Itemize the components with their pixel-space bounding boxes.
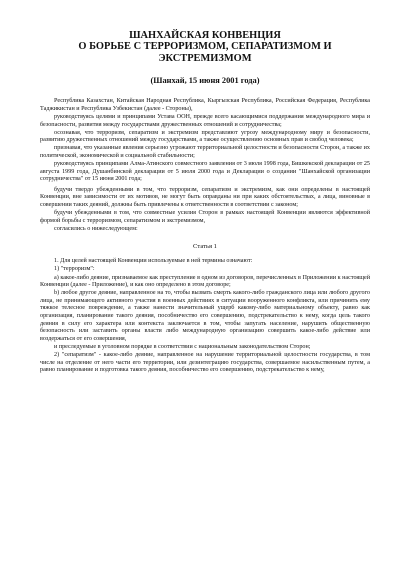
preamble-paragraph: будучи твердо убежденными в том, что терроризм, сепаратизм и экстремизм, как они определены в настоящей Конвенции, вне зависимости от их мотивов, не могут быть оправданы ни при каких обстоятельствах, а лица, виновные в совершении таких деяний, должны быть привлечены к ответственности в соответствии с законом; bbox=[40, 186, 370, 208]
title-line-1: ШАНХАЙСКАЯ КОНВЕНЦИЯ bbox=[129, 30, 281, 41]
article-paragraph: и преследуемые в уголовном порядке в соответствии с национальным законодательством Сторон; bbox=[54, 343, 311, 350]
title-line-2: О БОРЬБЕ С ТЕРРОРИЗМОМ, СЕПАРАТИЗМОМ И ЭКСТРЕМИЗМОМ bbox=[78, 41, 332, 64]
preamble bbox=[40, 98, 370, 233]
article-heading: Статья 1 bbox=[193, 243, 217, 251]
article-paragraph: 2) "сепаратизм" - какое-либо деяние, направленное на нарушение территориальной целостности государства, в том числе на отделение от него части его территории, или дезинтеграцию государства, совершаемое насильственным путем, а равно планирование и подготовка такого деяния, пособничество его совершению, подстрекательство к нему, bbox=[40, 351, 370, 374]
preamble-paragraph: будучи убежденными в том, что совместные усилия Сторон в рамках настоящей Конвенции являются эффективной формой борьбы с терроризмом, сепаратизмом и экстремизмом, bbox=[40, 210, 370, 224]
preamble-paragraph: руководствуясь целями и принципами Устава ООН, прежде всего касающимися поддержания международного мира и безопасности, развития между государствами дружественных отношений и сотрудничества; bbox=[40, 113, 370, 128]
article-paragraph: b) любое другое деяние, направленное на то, чтобы вызвать смерть какого-либо гражданского лица или любого другого лица, не принимающего активного участия в военных действиях в ситуации вооруженного конфликта, или причинить ему тяжкое телесное повреждение, а также нанести значительный ущерб какому-либо материальному объекту, равно как организация, планирование такого деяния, пособничество его совершению, подстрекательство к нему, когда цель такого деяния в силу его характера или контекста заключается в том, чтобы запугать население, нарушить общественную безопасность или заставить органы власти либо международную организацию совершить какое-либо действие или воздержаться от его совершения, bbox=[40, 290, 370, 342]
preamble-paragraph: Республика Казахстан, Китайская Народная Республика, Кыргызская Республика, Российская Федерация, Республика Таджикистан и Республика Узбекистан (далее - Стороны), bbox=[40, 98, 370, 112]
preamble-paragraph: признавая, что указанные явления серьезно угрожают территориальной целостности и безопасности Сторон, а также их политической, экономической и социальной стабильности; bbox=[40, 145, 370, 159]
preamble-paragraph: осознавая, что терроризм, сепаратизм и экстремизм представляют угрозу международному миру и безопасности, развитию дружественных отношений между государствами, а также осуществлению основных прав и свобод человека; bbox=[40, 129, 370, 144]
article-body bbox=[40, 258, 370, 374]
article-paragraph: 1) "терроризм": bbox=[54, 266, 95, 273]
document-date: (Шанхай, 15 июня 2001 года) bbox=[150, 76, 260, 86]
document-title bbox=[40, 30, 370, 64]
article-paragraph: 1. Для целей настоящей Конвенции используемые в ней термины означают: bbox=[54, 258, 253, 265]
article-paragraph: а) какое-либо деяние, признаваемое как преступление в одном из договоров, перечисленных в Приложении к настоящей Конвенции (далее - Приложение), и как оно определено в этом договоре; bbox=[40, 274, 370, 289]
preamble-paragraph: руководствуясь принципами Алма-Атинского совместного заявления от 3 июля 1998 года, Бишкекской декларации от 25 августа 1999 года, Душанбинской декларации от 5 июля 2000 года и Декларации о создании "Шанхайской организации сотрудничества" от 15 июня 2001 года; bbox=[40, 160, 370, 183]
preamble-paragraph: согласились о нижеследующем: bbox=[54, 225, 138, 232]
